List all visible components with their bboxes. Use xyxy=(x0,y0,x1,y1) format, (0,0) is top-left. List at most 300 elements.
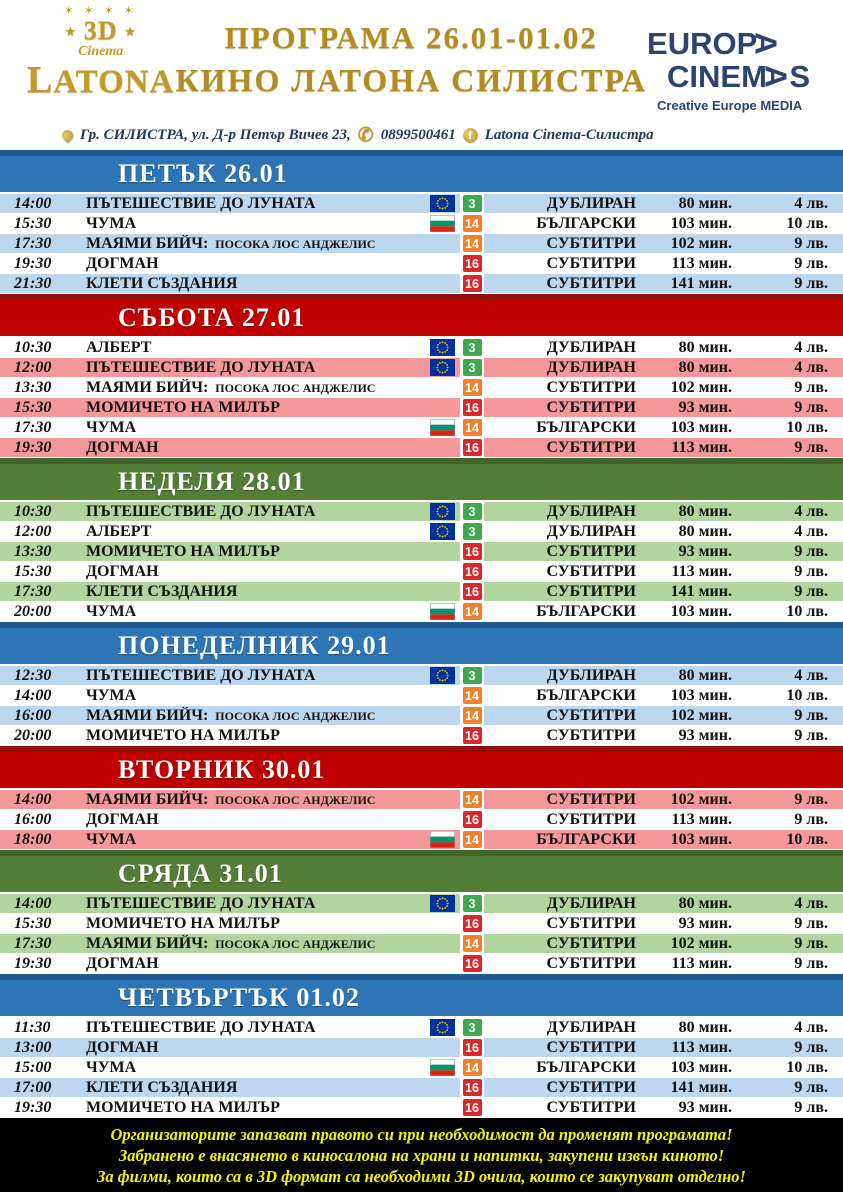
day-header xyxy=(0,974,843,1018)
age-rating-badge: 16 xyxy=(463,255,482,272)
bg-flag-icon xyxy=(425,603,455,620)
audio-type: СУБТИТРИ xyxy=(546,954,636,972)
show-row xyxy=(0,234,843,254)
day-section xyxy=(0,294,843,458)
age-rating-badge: 14 xyxy=(463,831,482,848)
movie-title: ДОГМАН xyxy=(86,254,159,272)
duration: 103 мин. xyxy=(670,214,732,232)
age-rating-cell xyxy=(460,1058,484,1077)
audio-type: СУБТИТРИ xyxy=(546,726,636,744)
show-time: 15:00 xyxy=(14,1058,52,1076)
age-rating-cell xyxy=(460,522,484,541)
europa-logo-tagline: Creative Europe MEDIA xyxy=(657,98,803,113)
show-row xyxy=(0,194,843,214)
day-header xyxy=(0,850,843,894)
address-text: Гр. СИЛИСТРА, ул. Д-р Петър Вичев 23, xyxy=(80,126,351,143)
age-rating-badge: 16 xyxy=(463,1039,482,1056)
audio-type: ДУБЛИРАН xyxy=(546,666,636,684)
age-rating-badge: 14 xyxy=(463,1059,482,1076)
duration: 113 мин. xyxy=(671,954,732,972)
show-row xyxy=(0,502,843,522)
age-rating-badge: 3 xyxy=(463,895,482,912)
show-row xyxy=(0,522,843,542)
day-title: ПЕТЪК 26.01 xyxy=(118,159,288,188)
movie-title: КЛЕТИ СЪЗДАНИЯ xyxy=(86,274,238,292)
movie-title: ДОГМАН xyxy=(86,438,159,456)
audio-type: СУБТИТРИ xyxy=(546,254,636,272)
audio-type: СУБТИТРИ xyxy=(546,1078,636,1096)
movie-title: ПЪТЕШЕСТВИЕ ДО ЛУНАТА xyxy=(86,666,316,684)
age-rating-cell xyxy=(460,542,484,561)
movie-title: МАЯМИ БИЙЧ: ПОСОКА ЛОС АНДЖЕЛИС xyxy=(86,706,376,724)
price: 10 лв. xyxy=(786,602,828,620)
eu-flag-icon xyxy=(425,339,455,356)
poster-header xyxy=(0,0,843,150)
show-time: 19:30 xyxy=(14,438,52,456)
age-rating-badge: 16 xyxy=(463,399,482,416)
age-rating-badge: 3 xyxy=(463,195,482,212)
duration: 80 мин. xyxy=(678,502,732,520)
duration: 80 мин. xyxy=(678,1018,732,1036)
age-rating-cell xyxy=(460,194,484,213)
day-rows xyxy=(0,194,843,294)
audio-type: СУБТИТРИ xyxy=(546,438,636,456)
show-row xyxy=(0,274,843,294)
movie-title: ДОГМАН xyxy=(86,562,159,580)
audio-type: ДУБЛИРАН xyxy=(546,502,636,520)
duration: 102 мин. xyxy=(670,934,732,952)
age-rating-cell xyxy=(460,582,484,601)
movie-title: ДОГМАН xyxy=(86,954,159,972)
age-rating-cell xyxy=(460,358,484,377)
age-rating-cell xyxy=(460,378,484,397)
show-time: 12:00 xyxy=(14,358,52,376)
show-row xyxy=(0,398,843,418)
age-rating-cell xyxy=(460,1038,484,1057)
age-rating-cell xyxy=(460,954,484,973)
show-time: 20:00 xyxy=(14,726,52,744)
show-row xyxy=(0,1098,843,1118)
day-header xyxy=(0,458,843,502)
show-time: 19:30 xyxy=(14,1098,52,1116)
day-title: НЕДЕЛЯ 28.01 xyxy=(118,467,306,496)
show-row xyxy=(0,358,843,378)
age-rating-badge: 16 xyxy=(463,811,482,828)
price: 10 лв. xyxy=(786,214,828,232)
age-rating-badge: 16 xyxy=(463,583,482,600)
show-time: 15:30 xyxy=(14,214,52,232)
show-row xyxy=(0,378,843,398)
show-row xyxy=(0,254,843,274)
age-rating-badge: 16 xyxy=(463,955,482,972)
price: 9 лв. xyxy=(794,582,828,600)
movie-title: ПЪТЕШЕСТВИЕ ДО ЛУНАТА xyxy=(86,1018,316,1036)
header-top xyxy=(0,0,843,120)
duration: 103 мин. xyxy=(670,602,732,620)
age-rating-cell xyxy=(460,438,484,457)
footer-notice-2: Забранено е внасянето в киносалона на храни и напитки, закупени извън киното! xyxy=(118,1145,725,1165)
show-row xyxy=(0,1058,843,1078)
day-header xyxy=(0,150,843,194)
poster-footer xyxy=(0,1118,843,1192)
price: 9 лв. xyxy=(794,954,828,972)
bg-flag-icon xyxy=(425,831,455,848)
eu-flag-icon xyxy=(425,1019,455,1036)
movie-title: МОМИЧЕТО НА МИЛЪР xyxy=(86,542,280,560)
show-time: 14:00 xyxy=(14,194,52,212)
show-time: 14:00 xyxy=(14,790,52,808)
star-icon: ★ xyxy=(125,26,136,38)
audio-type: СУБТИТРИ xyxy=(546,706,636,724)
show-row xyxy=(0,810,843,830)
show-row xyxy=(0,706,843,726)
star-icon: ★ xyxy=(65,26,77,38)
age-rating-badge: 14 xyxy=(463,603,482,620)
show-row xyxy=(0,894,843,914)
age-rating-cell xyxy=(460,1098,484,1117)
map-pin-icon xyxy=(60,127,76,143)
logo-3d-text: ★ 3D ★ xyxy=(65,16,136,45)
price: 9 лв. xyxy=(794,914,828,932)
duration: 141 мин. xyxy=(670,274,732,292)
eu-flag-icon xyxy=(425,195,455,212)
day-section xyxy=(0,974,843,1118)
logo-brand-name: LATONA xyxy=(26,59,175,101)
age-rating-badge: 14 xyxy=(463,687,482,704)
duration: 80 мин. xyxy=(678,338,732,356)
show-time: 12:30 xyxy=(14,666,52,684)
schedule xyxy=(0,150,843,1118)
price: 9 лв. xyxy=(794,274,828,292)
movie-title: ПЪТЕШЕСТВИЕ ДО ЛУНАТА xyxy=(86,894,316,912)
audio-type: БЪЛГАРСКИ xyxy=(536,686,636,704)
price: 9 лв. xyxy=(794,706,828,724)
show-row xyxy=(0,562,843,582)
day-rows xyxy=(0,502,843,622)
show-time: 10:30 xyxy=(14,502,52,520)
audio-type: СУБТИТРИ xyxy=(546,234,636,252)
day-rows xyxy=(0,666,843,746)
show-time: 19:30 xyxy=(14,254,52,272)
europa-cinemas-logo xyxy=(647,6,833,112)
age-rating-badge: 16 xyxy=(463,727,482,744)
price: 9 лв. xyxy=(794,398,828,416)
age-rating-cell xyxy=(460,706,484,725)
movie-title: ЧУМА xyxy=(86,418,137,436)
show-time: 10:30 xyxy=(14,338,52,356)
age-rating-cell xyxy=(460,1018,484,1037)
age-rating-badge: 14 xyxy=(463,235,482,252)
age-rating-cell xyxy=(460,790,484,809)
day-section xyxy=(0,622,843,746)
day-header xyxy=(0,746,843,790)
show-time: 17:30 xyxy=(14,582,52,600)
show-row xyxy=(0,830,843,850)
audio-type: СУБТИТРИ xyxy=(546,274,636,292)
movie-title: МОМИЧЕТО НА МИЛЪР xyxy=(86,398,280,416)
show-time: 12:00 xyxy=(14,522,52,540)
movie-title: МОМИЧЕТО НА МИЛЪР xyxy=(86,1098,280,1116)
show-row xyxy=(0,582,843,602)
age-rating-badge: 14 xyxy=(463,419,482,436)
price: 9 лв. xyxy=(794,1098,828,1116)
age-rating-cell xyxy=(460,726,484,745)
movie-title: МАЯМИ БИЙЧ: ПОСОКА ЛОС АНДЖЕЛИС xyxy=(86,234,376,252)
movie-title: ПЪТЕШЕСТВИЕ ДО ЛУНАТА xyxy=(86,194,316,212)
show-time: 14:00 xyxy=(14,686,52,704)
day-section xyxy=(0,746,843,850)
audio-type: ДУБЛИРАН xyxy=(546,194,636,212)
price: 10 лв. xyxy=(786,418,828,436)
show-time: 13:00 xyxy=(14,1038,52,1056)
price: 4 лв. xyxy=(794,338,828,356)
age-rating-badge: 3 xyxy=(463,339,482,356)
day-section xyxy=(0,458,843,622)
audio-type: ДУБЛИРАН xyxy=(546,358,636,376)
age-rating-cell xyxy=(460,934,484,953)
duration: 102 мин. xyxy=(670,234,732,252)
phone-number: 0899500461 xyxy=(380,126,456,143)
movie-title: ПЪТЕШЕСТВИЕ ДО ЛУНАТА xyxy=(86,502,316,520)
show-row xyxy=(0,666,843,686)
age-rating-badge: 16 xyxy=(463,1079,482,1096)
day-title: ВТОРНИК 30.01 xyxy=(118,755,326,784)
age-rating-badge: 14 xyxy=(463,791,482,808)
price: 9 лв. xyxy=(794,1078,828,1096)
duration: 93 мин. xyxy=(678,914,732,932)
movie-title: МАЯМИ БИЙЧ: ПОСОКА ЛОС АНДЖЕЛИС xyxy=(86,378,376,396)
price: 9 лв. xyxy=(794,438,828,456)
age-rating-badge: 3 xyxy=(463,359,482,376)
show-time: 16:00 xyxy=(14,810,52,828)
price: 4 лв. xyxy=(794,194,828,212)
duration: 113 мин. xyxy=(671,254,732,272)
show-time: 21:30 xyxy=(14,274,52,292)
show-time: 17:30 xyxy=(14,934,52,952)
eu-flag-icon xyxy=(425,503,455,520)
bg-flag-icon xyxy=(425,1059,455,1076)
audio-type: СУБТИТРИ xyxy=(546,398,636,416)
show-time: 15:30 xyxy=(14,914,52,932)
duration: 80 мин. xyxy=(678,194,732,212)
bg-flag-icon xyxy=(425,215,455,232)
movie-title: АЛБЕРТ xyxy=(86,522,152,540)
age-rating-cell xyxy=(460,418,484,437)
show-time: 13:30 xyxy=(14,378,52,396)
age-rating-cell xyxy=(460,254,484,273)
age-rating-cell xyxy=(460,234,484,253)
duration: 103 мин. xyxy=(670,418,732,436)
duration: 141 мин. xyxy=(670,582,732,600)
show-row xyxy=(0,1038,843,1058)
show-time: 17:30 xyxy=(14,234,52,252)
show-time: 15:30 xyxy=(14,562,52,580)
show-row xyxy=(0,954,843,974)
duration: 80 мин. xyxy=(678,666,732,684)
duration: 102 мин. xyxy=(670,790,732,808)
age-rating-badge: 14 xyxy=(463,379,482,396)
movie-title: ЧУМА xyxy=(86,686,137,704)
audio-type: СУБТИТРИ xyxy=(546,542,636,560)
day-header xyxy=(0,622,843,666)
audio-type: ДУБЛИРАН xyxy=(546,338,636,356)
show-time: 17:00 xyxy=(14,1078,52,1096)
movie-title: ЧУМА xyxy=(86,1058,137,1076)
poster-titles xyxy=(175,6,647,99)
age-rating-badge: 14 xyxy=(463,215,482,232)
show-row xyxy=(0,438,843,458)
movie-title: МОМИЧЕТО НА МИЛЪР xyxy=(86,726,280,744)
age-rating-cell xyxy=(460,686,484,705)
audio-type: СУБТИТРИ xyxy=(546,582,636,600)
movie-title: МОМИЧЕТО НА МИЛЪР xyxy=(86,914,280,932)
movie-title: МАЯМИ БИЙЧ: ПОСОКА ЛОС АНДЖЕЛИС xyxy=(86,790,376,808)
show-row xyxy=(0,542,843,562)
day-title: СЪБОТА 27.01 xyxy=(118,303,306,332)
latona-logo xyxy=(26,6,175,99)
eu-flag-icon xyxy=(425,359,455,376)
audio-type: БЪЛГАРСКИ xyxy=(536,214,636,232)
show-time: 14:00 xyxy=(14,894,52,912)
movie-title: ЧУМА xyxy=(86,214,137,232)
age-rating-badge: 16 xyxy=(463,1099,482,1116)
age-rating-cell xyxy=(460,602,484,621)
day-rows xyxy=(0,1018,843,1118)
duration: 102 мин. xyxy=(670,706,732,724)
duration: 113 мин. xyxy=(671,438,732,456)
movie-title: МАЯМИ БИЙЧ: ПОСОКА ЛОС АНДЖЕЛИС xyxy=(86,934,376,952)
show-row xyxy=(0,338,843,358)
bg-flag-icon xyxy=(425,419,455,436)
movie-title: ПЪТЕШЕСТВИЕ ДО ЛУНАТА xyxy=(86,358,316,376)
price: 4 лв. xyxy=(794,1018,828,1036)
price: 9 лв. xyxy=(794,810,828,828)
audio-type: ДУБЛИРАН xyxy=(546,894,636,912)
audio-type: СУБТИТРИ xyxy=(546,810,636,828)
duration: 93 мин. xyxy=(678,542,732,560)
day-rows xyxy=(0,790,843,850)
audio-type: СУБТИТРИ xyxy=(546,790,636,808)
show-row xyxy=(0,726,843,746)
day-title: ПОНЕДЕЛНИК 29.01 xyxy=(118,631,391,660)
movie-title: ДОГМАН xyxy=(86,1038,159,1056)
duration: 80 мин. xyxy=(678,894,732,912)
show-row xyxy=(0,214,843,234)
show-time: 18:00 xyxy=(14,830,52,848)
price: 9 лв. xyxy=(794,562,828,580)
duration: 113 мин. xyxy=(671,562,732,580)
show-time: 16:00 xyxy=(14,706,52,724)
price: 9 лв. xyxy=(794,378,828,396)
price: 10 лв. xyxy=(786,686,828,704)
age-rating-cell xyxy=(460,830,484,849)
age-rating-badge: 14 xyxy=(463,935,482,952)
duration: 103 мин. xyxy=(670,686,732,704)
show-row xyxy=(0,934,843,954)
show-time: 11:30 xyxy=(14,1018,51,1036)
audio-type: БЪЛГАРСКИ xyxy=(536,602,636,620)
age-rating-cell xyxy=(460,1078,484,1097)
day-title: СРЯДА 31.01 xyxy=(118,859,283,888)
show-row xyxy=(0,1018,843,1038)
audio-type: ДУБЛИРАН xyxy=(546,1018,636,1036)
phone-icon: ✆ xyxy=(357,124,374,146)
duration: 113 мин. xyxy=(671,810,732,828)
price: 4 лв. xyxy=(794,502,828,520)
price: 10 лв. xyxy=(786,1058,828,1076)
day-rows xyxy=(0,894,843,974)
audio-type: СУБТИТРИ xyxy=(546,914,636,932)
age-rating-cell xyxy=(460,562,484,581)
show-row xyxy=(0,1078,843,1098)
audio-type: БЪЛГАРСКИ xyxy=(536,1058,636,1076)
show-time: 13:30 xyxy=(14,542,52,560)
age-rating-badge: 16 xyxy=(463,915,482,932)
age-rating-cell xyxy=(460,398,484,417)
duration: 103 мин. xyxy=(670,1058,732,1076)
eu-flag-icon xyxy=(425,523,455,540)
audio-type: ДУБЛИРАН xyxy=(546,522,636,540)
movie-title: ДОГМАН xyxy=(86,810,159,828)
movie-title: КЛЕТИ СЪЗДАНИЯ xyxy=(86,582,238,600)
duration: 113 мин. xyxy=(671,1038,732,1056)
day-title: ЧЕТВЪРТЪК 01.02 xyxy=(118,983,360,1012)
age-rating-badge: 16 xyxy=(463,439,482,456)
age-rating-badge: 14 xyxy=(463,707,482,724)
price: 10 лв. xyxy=(786,830,828,848)
price: 9 лв. xyxy=(794,542,828,560)
facebook-page-name: Latona Cinema-Силистра xyxy=(484,126,654,143)
price: 9 лв. xyxy=(794,934,828,952)
facebook-icon: f xyxy=(463,128,478,143)
price: 9 лв. xyxy=(794,254,828,272)
audio-type: СУБТИТРИ xyxy=(546,1038,636,1056)
day-header xyxy=(0,294,843,338)
day-section xyxy=(0,150,843,294)
audio-type: СУБТИТРИ xyxy=(546,934,636,952)
duration: 103 мин. xyxy=(670,830,732,848)
age-rating-cell xyxy=(460,502,484,521)
age-rating-cell xyxy=(460,214,484,233)
day-section xyxy=(0,850,843,974)
show-row xyxy=(0,418,843,438)
price: 4 лв. xyxy=(794,894,828,912)
age-rating-badge: 16 xyxy=(463,563,482,580)
price: 9 лв. xyxy=(794,790,828,808)
movie-title: АЛБЕРТ xyxy=(86,338,152,356)
price: 9 лв. xyxy=(794,1038,828,1056)
show-row xyxy=(0,602,843,622)
program-title: ПРОГРАМА 26.01-01.02 xyxy=(224,20,598,55)
price: 4 лв. xyxy=(794,666,828,684)
duration: 102 мин. xyxy=(670,378,732,396)
show-row xyxy=(0,686,843,706)
duration: 93 мин. xyxy=(678,398,732,416)
age-rating-cell xyxy=(460,274,484,293)
duration: 80 мин. xyxy=(678,358,732,376)
show-row xyxy=(0,914,843,934)
duration: 141 мин. xyxy=(670,1078,732,1096)
duration: 93 мин. xyxy=(678,1098,732,1116)
movie-title: ЧУМА xyxy=(86,830,137,848)
cinema-title: КИНО ЛАТОНА СИЛИСТРА xyxy=(175,62,648,98)
age-rating-cell xyxy=(460,894,484,913)
show-row xyxy=(0,790,843,810)
duration: 80 мин. xyxy=(678,522,732,540)
duration: 93 мин. xyxy=(678,726,732,744)
age-rating-cell xyxy=(460,810,484,829)
price: 9 лв. xyxy=(794,726,828,744)
